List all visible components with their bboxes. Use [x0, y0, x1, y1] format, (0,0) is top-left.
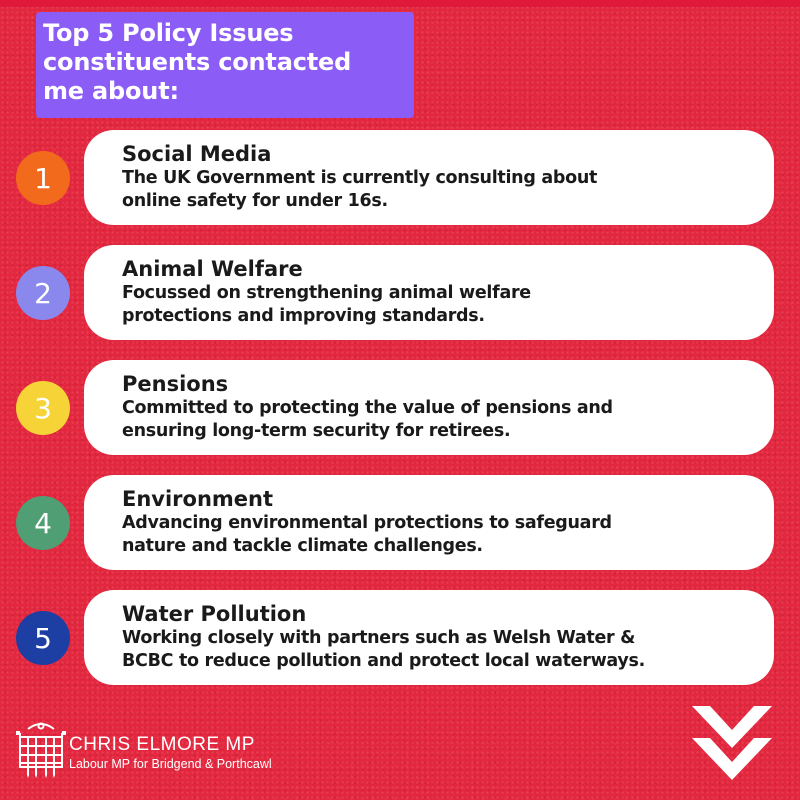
issue-card-4: [84, 475, 774, 570]
mp-subtitle: Labour MP for Bridgend & Porthcawl: [69, 757, 272, 771]
issue-title: Social Media: [122, 142, 272, 166]
issue-description-line-1: The UK Government is currently consulting about: [122, 168, 598, 188]
issue-title: Pensions: [122, 372, 229, 396]
issue-title: Water Pollution: [122, 602, 307, 626]
issue-description-line-2: BCBC to reduce pollution and protect local waterways.: [122, 651, 645, 671]
issue-card-3: [84, 360, 774, 455]
double-chevron-down-icon: [692, 706, 772, 780]
issue-card-2: [84, 245, 774, 340]
issue-card-1: [84, 130, 774, 225]
issue-description-line-1: Focussed on strengthening animal welfare: [122, 283, 531, 303]
issue-number: 5: [34, 621, 52, 655]
issue-number-badge-2: [16, 266, 70, 320]
issue-number: 1: [34, 161, 52, 195]
issue-number: 2: [34, 276, 52, 310]
title-box: [36, 12, 414, 118]
issue-description-line-1: Working closely with partners such as Welsh Water &: [122, 628, 636, 648]
issue-number-badge-5: [16, 611, 70, 665]
portcullis-icon: [16, 721, 66, 779]
issue-title: Animal Welfare: [122, 257, 303, 281]
issue-description-line-1: Advancing environmental protections to safeguard: [122, 513, 612, 533]
mp-name: CHRIS ELMORE MP: [69, 734, 255, 755]
top-strip: [0, 0, 800, 7]
issue-card-5: [84, 590, 774, 685]
issue-number: 3: [34, 391, 52, 425]
page-title: Top 5 Policy Issues constituents contacted me about:: [43, 19, 352, 105]
issue-number-badge-4: [16, 496, 70, 550]
issue-description-line-2: protections and improving standards.: [122, 306, 485, 326]
issue-description-line-2: nature and tackle climate challenges.: [122, 536, 483, 556]
issue-description-line-2: ensuring long-term security for retirees.: [122, 421, 511, 441]
issue-number: 4: [34, 506, 52, 540]
issue-title: Environment: [122, 487, 274, 511]
issue-description-line-2: online safety for under 16s.: [122, 191, 388, 211]
issue-number-badge-1: [16, 151, 70, 205]
issue-number-badge-3: [16, 381, 70, 435]
issue-description-line-1: Committed to protecting the value of pensions and: [122, 398, 613, 418]
